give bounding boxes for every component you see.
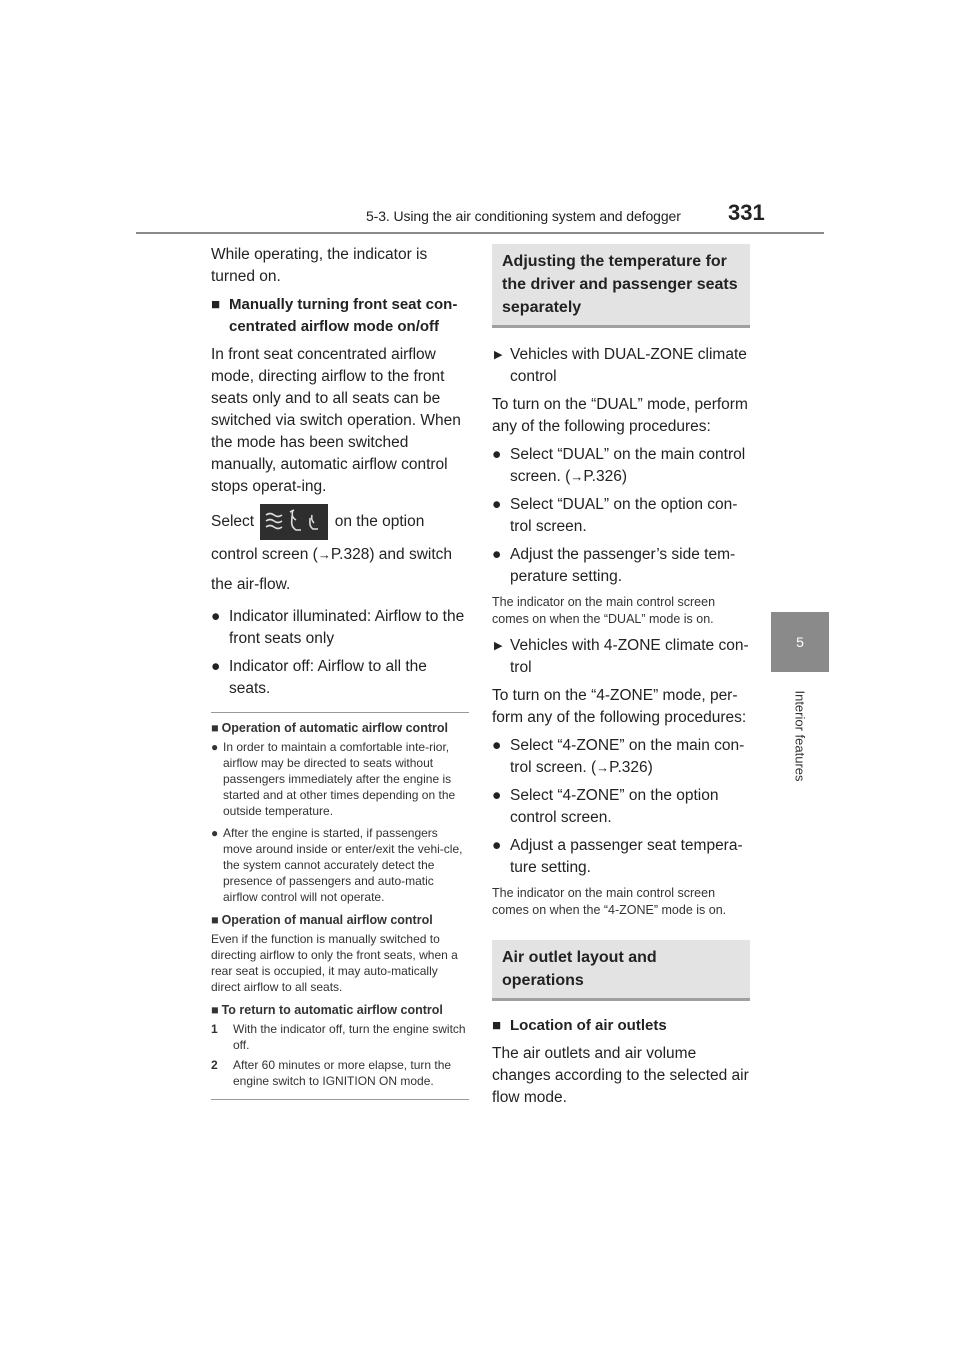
triangle-icon: ▶ [494, 349, 503, 361]
divider [211, 1099, 469, 1100]
note-text: The indicator on the main control screen comes on when the “DUAL” mode is on. [492, 595, 716, 626]
section-title: 5-3. Using the air conditioning system and defogger [366, 208, 681, 224]
front-seat-airflow-icon [260, 504, 328, 540]
list-item: ● Select “4-ZONE” on the main con-trol screen. (→P.326) [492, 737, 745, 776]
paragraph: In front seat concentrated airflow mode, directing airflow to the front seats only and to all seats can be switched via switch operation. When the mode has been switched manually, automatic airflow control stops operat-ing. [211, 346, 461, 495]
list-item: ● Select “DUAL” on the option con-trol screen. [492, 496, 738, 535]
note-bullet: ● After the engine is started, if passengers move around inside or enter/exit the vehi-cle, the system cannot accurately detect the presence of passengers and auto-matic airflow control will not operate. [211, 826, 463, 904]
page-reference-link[interactable]: P.326 [583, 468, 622, 485]
note-bullet: ● In order to maintain a comfortable inte-rior, airflow may be directed to seats without passengers immediately after the engine is started and at other times depending on the outside temperature. [211, 740, 456, 818]
paragraph: The air outlets and air volume changes according to the selected air flow mode. [492, 1045, 749, 1106]
arrow-icon: → [570, 469, 584, 484]
note-text: The indicator on the main control screen comes on when the “4-ZONE” mode is on. [492, 886, 727, 917]
arrow-icon: → [317, 547, 331, 562]
page-number: 331 [728, 200, 765, 225]
note-paragraph: Even if the function is manually switched to directing airflow to only the front seats, when a rear seat is occupied, it may auto-matically direct airflow to all seats. [211, 932, 458, 994]
section-heading: Air outlet layout and operations [492, 940, 750, 1001]
square-bullet-icon: ■ [211, 296, 221, 313]
vehicle-condition: ▶ Vehicles with DUAL-ZONE climate control [494, 346, 747, 385]
section-heading: Adjusting the temperature for the driver and passenger seats separately [492, 244, 750, 328]
paragraph: While operating, the indicator is turned on. [211, 246, 428, 285]
note-heading: ■ To return to automatic airflow control [211, 1003, 443, 1017]
right-column [492, 244, 750, 1115]
select-instruction: Select on the option control screen (→P.328) and switch the air-flow. [211, 504, 469, 600]
step-item: 2 After 60 minutes or more elapse, turn the engine switch to IGNITION ON mode. [211, 1058, 452, 1088]
page-reference-link[interactable]: P.326 [609, 759, 648, 776]
list-item: ● Select “DUAL” on the main control screen. (→P.326) [492, 446, 746, 485]
subheading: ■ Location of air outlets [492, 1015, 750, 1037]
triangle-icon: ▶ [494, 640, 503, 652]
chapter-label-text: Interior features [792, 690, 808, 782]
header-rule [136, 232, 824, 234]
step-item: 1 With the indicator off, turn the engine switch off. [211, 1022, 466, 1052]
paragraph: To turn on the “4-ZONE” mode, per-form any of the following procedures: [492, 687, 747, 726]
list-item: ● Indicator off: Airflow to all the seats. [211, 658, 427, 697]
note-heading: ■ Operation of automatic airflow control [211, 721, 448, 735]
note-heading: ■ Operation of manual airflow control [211, 913, 433, 927]
left-column [211, 244, 469, 1108]
square-bullet-icon: ■ [492, 1017, 502, 1034]
bullet-icon: ● [211, 658, 221, 675]
paragraph: To turn on the “DUAL” mode, perform any of the following procedures: [492, 396, 748, 435]
divider [211, 712, 469, 713]
vehicle-condition: ▶ Vehicles with 4-ZONE climate con-trol [494, 637, 749, 676]
chapter-number: 5 [796, 634, 804, 650]
bullet-icon: ● [211, 608, 221, 625]
list-item: ● Indicator illuminated: Airflow to the front seats only [211, 608, 465, 647]
arrow-icon: → [596, 760, 610, 775]
chapter-label [771, 676, 829, 796]
list-item: ● Adjust a passenger seat tempera-ture setting. [492, 837, 743, 876]
list-item: ● Select “4-ZONE” on the option control screen. [492, 787, 719, 826]
list-item: ● Adjust the passenger’s side tem-perature setting. [492, 546, 736, 585]
chapter-tab [771, 612, 829, 672]
subheading: ■ Manually turning front seat con-centrated airflow mode on/off [211, 296, 458, 335]
page-reference-link[interactable]: P.328 [330, 546, 370, 563]
